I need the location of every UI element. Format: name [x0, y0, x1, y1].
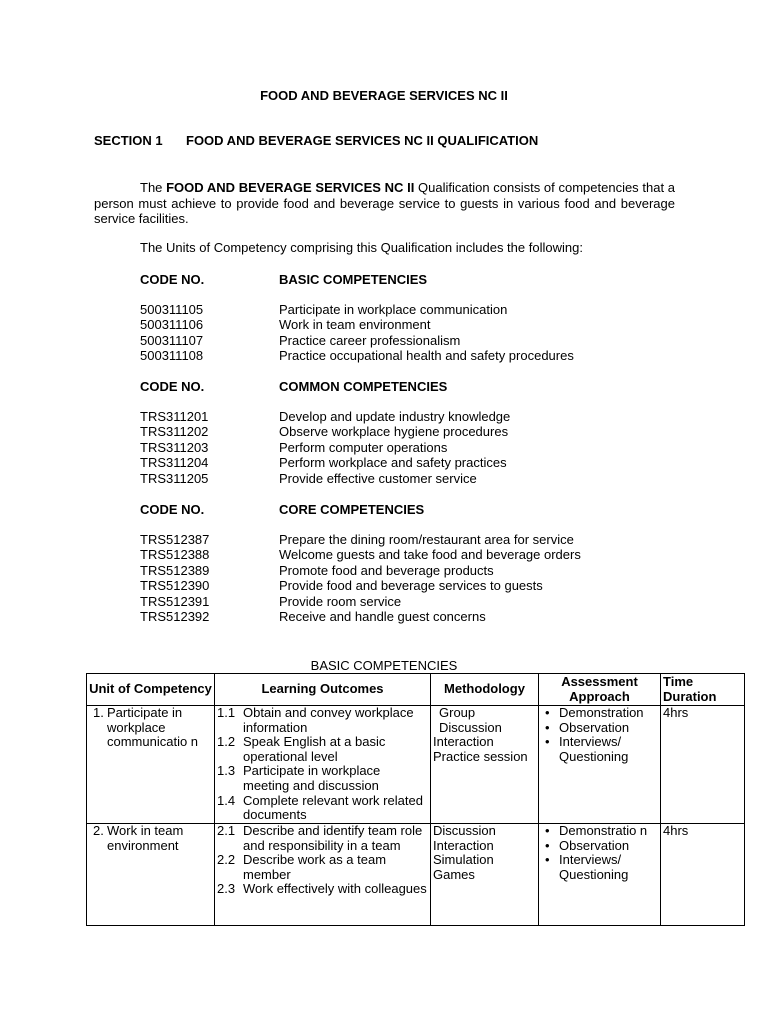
outcome-item: [217, 735, 428, 764]
code: 500311107: [140, 332, 204, 348]
competency-title: Provide effective customer service: [279, 470, 477, 486]
methodology-cell: [431, 824, 539, 926]
table-caption: BASIC COMPETENCIES: [310, 658, 458, 673]
time-cell: 4hrs: [661, 706, 745, 824]
header-unit: Unit of Competency: [87, 674, 215, 706]
list-item: [140, 563, 660, 578]
section-heading: [94, 133, 538, 148]
competency-title: Prepare the dining room/restaurant area for service: [279, 532, 574, 547]
intro-qualification-name: FOOD AND BEVERAGE SERVICES NC II: [166, 180, 415, 195]
table-header-row: [87, 674, 745, 706]
document-title: FOOD AND BEVERAGE SERVICES NC II: [260, 88, 508, 103]
list-item: [140, 594, 660, 609]
code-header: CODE NO.: [140, 379, 205, 394]
competency-title: Provide food and beverage services to guests: [279, 578, 543, 594]
code: 500311105: [140, 302, 204, 317]
competency-title: Work in team environment: [279, 317, 431, 333]
outcome-text: Participate in workplace meeting and discussion: [243, 763, 381, 793]
unit-title: Work in team environment: [107, 823, 184, 853]
outcome-number: 1.1: [217, 705, 236, 720]
competency-title: Promote food and beverage products: [279, 562, 494, 578]
header-assessment: Assessment Approach: [539, 674, 661, 706]
code: TRS512389: [140, 562, 210, 578]
code-header: CODE NO.: [140, 272, 205, 287]
group-header: BASIC COMPETENCIES: [279, 272, 428, 287]
basic-competencies-list: [140, 272, 660, 364]
units-intro: The Units of Competency comprising this Qualification includes the following:: [140, 240, 583, 255]
list-item: [140, 532, 660, 547]
code: 500311108: [140, 348, 204, 364]
outcomes-cell: [215, 706, 431, 824]
competency-title: Practice occupational health and safety procedures: [279, 348, 574, 364]
outcome-number: 2.1: [217, 823, 236, 838]
code: TRS512388: [140, 547, 210, 563]
methodology-cell: [431, 706, 539, 824]
unit-cell: [87, 706, 215, 824]
assessment-item: • Interviews/ Questioning: [541, 735, 658, 764]
list-item: [140, 578, 660, 593]
code: TRS311204: [140, 455, 209, 471]
list-item: [140, 333, 660, 348]
methodology-item: Practice session: [433, 748, 528, 764]
list-item: [140, 409, 660, 424]
intro-rest: Qualification consists of competencies that a person must achieve to provide food and beverage service to guests in various food and beverage service facilities.: [94, 180, 676, 226]
outcome-item: [217, 764, 428, 793]
group-header: COMMON COMPETENCIES: [279, 379, 448, 394]
code-header: CODE NO.: [140, 502, 205, 517]
list-item: [140, 440, 660, 455]
methodology-item: Group Discussion: [439, 705, 502, 735]
header-time: Time Duration: [661, 674, 745, 706]
competency-title: Participate in workplace communication: [279, 302, 508, 317]
assessment-cell: [539, 824, 661, 926]
outcome-item: [217, 794, 428, 823]
intro-paragraph: [94, 180, 675, 227]
competency-title: Receive and handle guest concerns: [279, 608, 486, 624]
competency-title: Observe workplace hygiene procedures: [279, 424, 509, 440]
competency-title: Perform computer operations: [279, 439, 448, 455]
outcome-text: Describe and identify team role and responsibility in a team: [243, 823, 423, 853]
code: TRS512392: [140, 608, 210, 624]
list-item: [140, 609, 660, 624]
outcomes-cell: [215, 824, 431, 926]
list-header: [140, 272, 660, 287]
list-header: [140, 502, 660, 517]
section-label: SECTION 1: [94, 133, 163, 148]
intro-lead: The: [140, 180, 167, 195]
assessment-cell: [539, 706, 661, 824]
code: TRS512390: [140, 578, 210, 594]
outcome-number: 2.2: [217, 852, 236, 868]
code: TRS311202: [140, 424, 209, 440]
methodology-item: Interaction: [433, 734, 494, 750]
methodology-item: Interaction: [433, 837, 494, 853]
list-item: [140, 317, 660, 332]
competency-title: Welcome guests and take food and beverage orders: [279, 547, 581, 563]
table-row: [87, 824, 745, 926]
list-item: [140, 348, 660, 363]
code: TRS512387: [140, 532, 210, 547]
methodology-item: Simulation: [433, 852, 494, 868]
code: 500311106: [140, 317, 204, 333]
core-competencies-list: [140, 502, 660, 624]
common-competencies-list: [140, 379, 660, 486]
basic-competencies-table: [86, 673, 745, 926]
list-item: [140, 302, 660, 317]
header-outcomes: Learning Outcomes: [215, 674, 431, 706]
unit-title: Participate in workplace communicatio n: [107, 705, 199, 750]
outcome-number: 1.4: [217, 792, 236, 808]
outcome-text: Work effectively with colleagues: [243, 881, 427, 897]
outcome-text: Describe work as a team member: [243, 852, 387, 882]
time-cell: 4hrs: [661, 824, 745, 926]
competency-title: Perform workplace and safety practices: [279, 455, 507, 471]
section-title: FOOD AND BEVERAGE SERVICES NC II QUALIFICATION: [186, 133, 539, 148]
unit-number: 2.: [93, 823, 104, 838]
code: TRS311205: [140, 470, 209, 486]
competency-title: Develop and update industry knowledge: [279, 409, 511, 424]
outcome-number: 1.2: [217, 734, 236, 750]
outcome-item: [217, 706, 428, 735]
assessment-item: • Demonstratio n: [541, 824, 658, 839]
list-item: [140, 424, 660, 439]
competency-title: Provide room service: [279, 593, 402, 609]
table-row: [87, 706, 745, 824]
code: TRS512391: [140, 593, 210, 609]
methodology-item: Games: [433, 866, 475, 882]
header-methodology: Methodology: [431, 674, 539, 706]
code: TRS311203: [140, 439, 209, 455]
assessment-item: • Interviews/ Questioning: [541, 853, 658, 882]
outcome-item: [217, 882, 428, 897]
outcome-text: Speak English at a basic operational level: [243, 734, 386, 764]
list-item: [140, 471, 660, 486]
unit-number: 1.: [93, 705, 104, 720]
outcome-number: 1.3: [217, 763, 236, 779]
outcome-number: 2.3: [217, 881, 236, 897]
outcome-text: Obtain and convey workplace information: [243, 705, 414, 735]
list-item: [140, 455, 660, 470]
outcome-text: Complete relevant work related documents: [243, 792, 423, 823]
competency-title: Practice career professionalism: [279, 332, 461, 348]
assessment-item: • Observation: [541, 839, 658, 854]
assessment-item: • Observation: [541, 721, 658, 736]
methodology-item: Discussion: [433, 823, 496, 838]
list-item: [140, 547, 660, 562]
unit-cell: [87, 824, 215, 926]
code: TRS311201: [140, 409, 209, 424]
list-header: [140, 379, 660, 394]
assessment-item: • Demonstration: [541, 706, 658, 721]
outcome-item: [217, 853, 428, 882]
group-header: CORE COMPETENCIES: [279, 502, 425, 517]
outcome-item: [217, 824, 428, 853]
